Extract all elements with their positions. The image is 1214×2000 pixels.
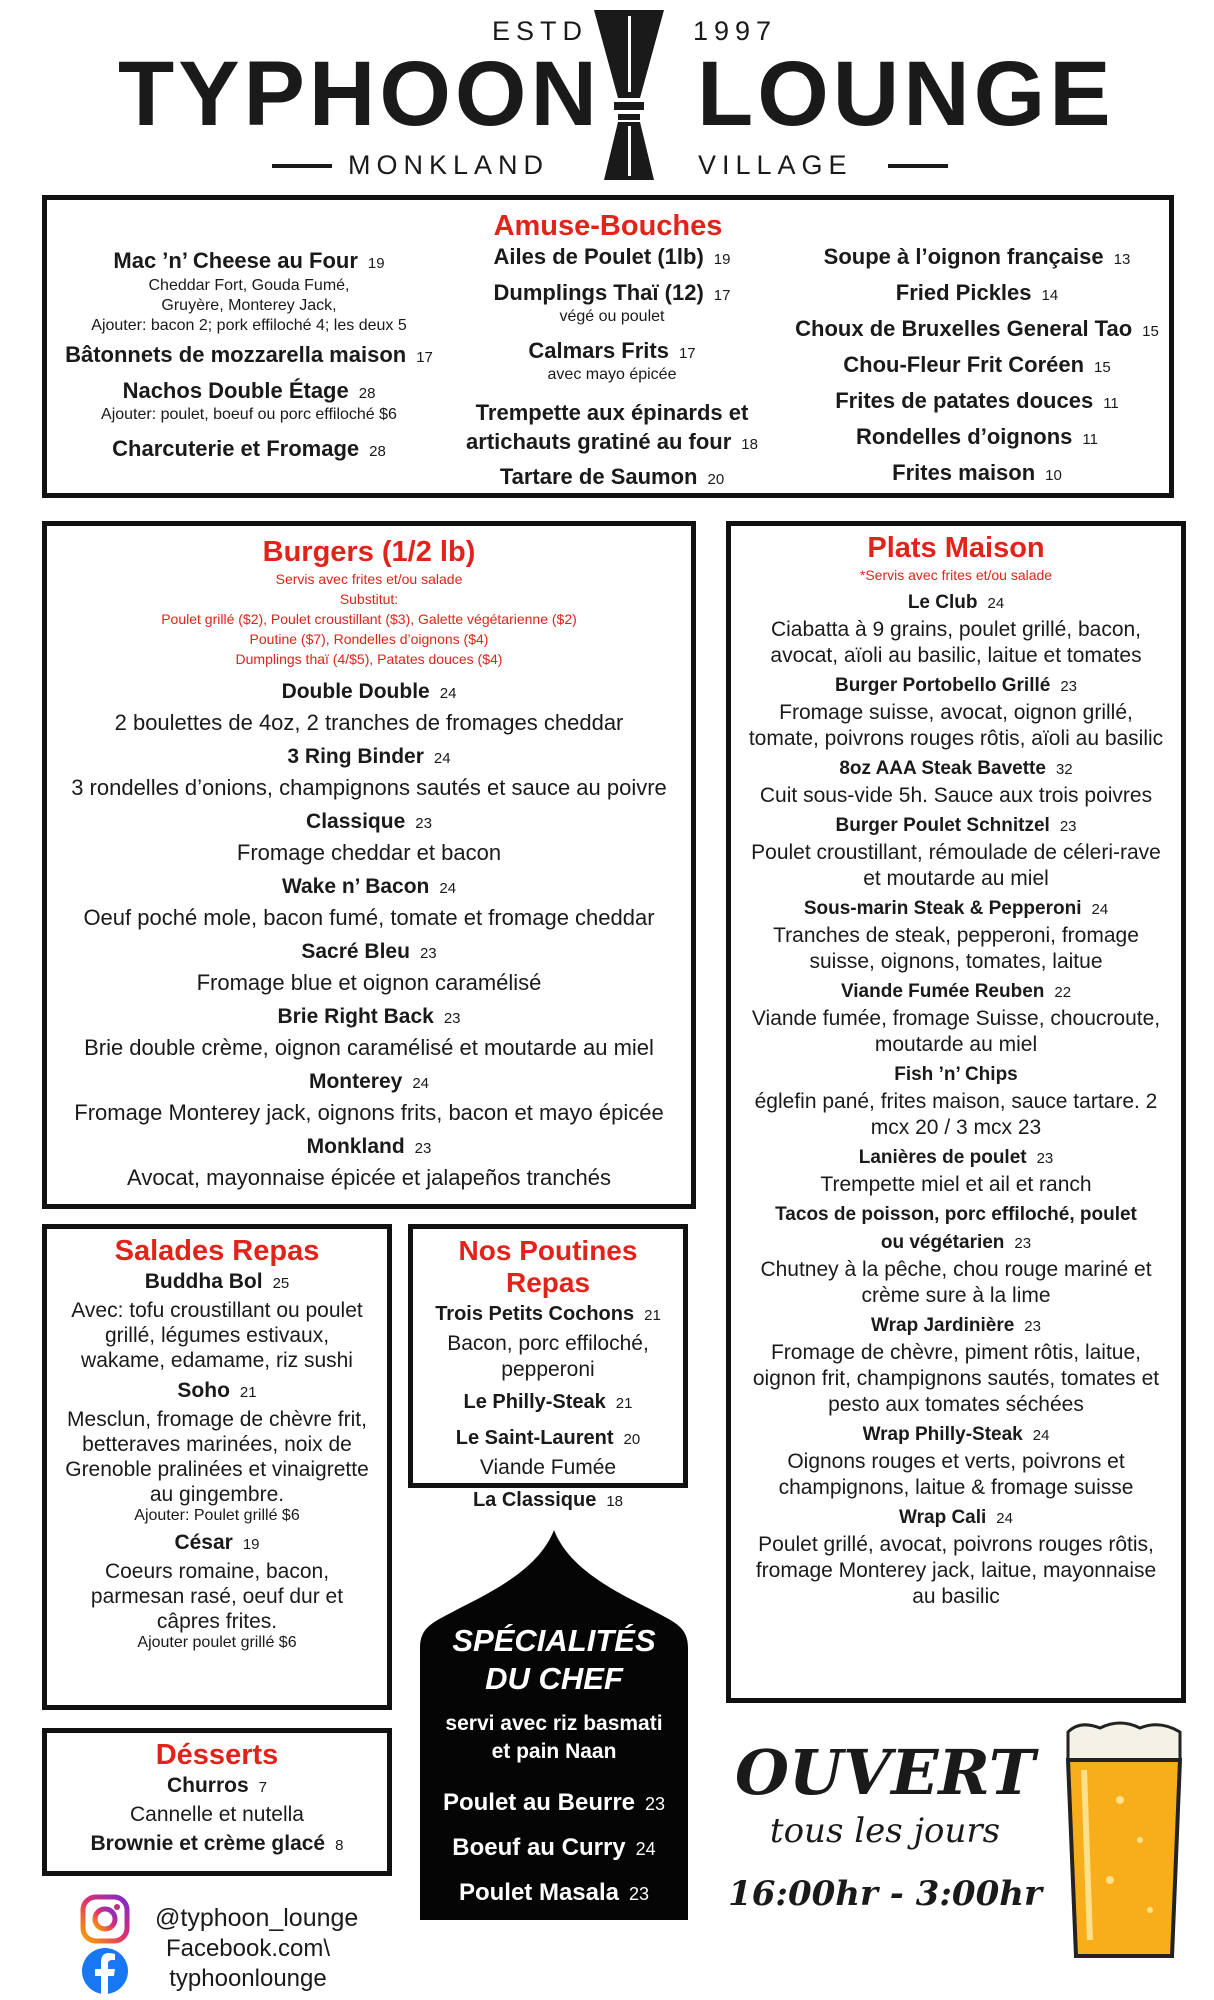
item-price: 17 (713, 287, 731, 304)
menu-item (731, 1421, 1181, 1501)
item-price: 11 (1082, 431, 1098, 448)
item-price: 23 (629, 1884, 650, 1904)
item-desc: Chutney à la pêche, chou rouge mariné et crème sure à la lime (760, 1258, 1152, 1307)
item-price: 8 (335, 1837, 344, 1854)
item-name: Wrap Philly-Steak (862, 1424, 1023, 1445)
item-price: 15 (1142, 323, 1159, 340)
item-desc: Oeuf poché mole, bacon fumé, tomate et fromage cheddar (83, 905, 655, 930)
menu-item (420, 1827, 688, 1872)
menu-item (59, 378, 439, 436)
item-price: 23 (1024, 1318, 1041, 1335)
item-name: 8oz AAA Steak Bavette (839, 758, 1046, 779)
logo-sub-left: MONKLAND (348, 150, 550, 180)
item-price: 24 (412, 1075, 430, 1092)
item-desc: églefin pané, frites maison, sauce tartare. 2 mcx 20 / 3 mcx 23 (754, 1090, 1158, 1139)
menu-item (47, 1132, 691, 1192)
hours-time: 16:00hr - 3:00hr (728, 1874, 1042, 1914)
menu-item (47, 1529, 387, 1652)
poutines-title: Nos Poutines Repas (458, 1235, 638, 1298)
hours-days: tous les jours (769, 1811, 1001, 1851)
poutines-section (408, 1224, 688, 1511)
chef-title: DU CHEF (485, 1661, 623, 1696)
menu-item (787, 352, 1167, 388)
item-price: 23 (414, 1140, 432, 1157)
menu-item (442, 338, 782, 398)
item-name: Trempette aux épinards et artichauts gratiné au four (466, 400, 749, 454)
item-desc: Coeurs romaine, bacon, parmesan rasé, oeuf dur et câpres frites. (90, 1560, 344, 1633)
menu-item (47, 742, 691, 802)
item-desc: Viande fumée, fromage Suisse, choucroute, moutarde au miel (751, 1007, 1161, 1056)
burgers-note: Servis avec frites et/ou salade (275, 571, 463, 587)
item-name: Chou-Fleur Frit Coréen (843, 352, 1085, 377)
item-price: 19 (242, 1536, 260, 1553)
plats-title: Plats Maison (867, 532, 1045, 564)
menu-item (47, 1377, 387, 1525)
item-sub: Ajouter: Poulet grillé $6 (134, 1507, 300, 1524)
menu-item (47, 677, 691, 737)
item-name: Choux de Bruxelles General Tao (795, 316, 1133, 341)
item-name: Burger Poulet Schnitzel (835, 815, 1050, 836)
item-price: 24 (635, 1839, 656, 1859)
menu-item (47, 1830, 387, 1860)
item-price: 18 (606, 1493, 624, 1510)
logo-line-left (272, 164, 332, 168)
item-sub: Ajouter: poulet, boeuf ou porc effiloché $6 (101, 406, 397, 423)
menu-item (413, 1423, 683, 1481)
chef-sub: servi avec riz basmati et pain Naan (445, 1712, 663, 1763)
logo-word-right: LOUNGE (697, 43, 1115, 145)
item-price: 17 (678, 345, 696, 362)
menu-item (731, 812, 1181, 892)
menu-item (413, 1485, 683, 1517)
item-name: Tartare de Saumon (499, 464, 698, 489)
item-name: Brownie et crème glacé (90, 1832, 326, 1855)
facebook-handle[interactable]: Facebook.com\ typhoonlounge (165, 1935, 331, 1992)
menu-item (787, 388, 1167, 424)
item-name: Poulet au Beurre (442, 1789, 635, 1816)
item-name: Boeuf au Curry (452, 1834, 626, 1861)
menu-item (731, 978, 1181, 1058)
logo-sub-right: VILLAGE (698, 150, 853, 180)
chef-title: SPÉCIALITÉS (452, 1623, 656, 1658)
item-price: 25 (272, 1275, 290, 1292)
item-price: 24 (439, 685, 457, 702)
desserts-section (42, 1728, 392, 1876)
item-name: Fish ’n’ Chips (894, 1064, 1018, 1085)
menu-item (442, 244, 782, 280)
facebook-icon (80, 1946, 130, 1996)
item-name: Double Double (281, 680, 430, 703)
menu-item (442, 280, 782, 338)
menu-item (731, 895, 1181, 975)
item-name: La Classique (472, 1489, 597, 1511)
item-price: 23 (1014, 1235, 1032, 1252)
item-name: César (174, 1531, 233, 1554)
item-desc: Cuit sous-vide 5h. Sauce aux trois poivres (759, 784, 1153, 807)
cocktail-shaker-icon (592, 6, 666, 182)
menu-item (47, 1002, 691, 1062)
instagram-icon (80, 1894, 130, 1944)
item-name: Ailes de Poulet (1lb) (493, 244, 704, 269)
item-name: Monterey (308, 1070, 403, 1093)
item-name: Frites maison (892, 460, 1036, 485)
item-desc: Poulet grillé, avocat, poivrons rouges rôtis, fromage Monterey jack, laitue, mayonnaise au basilic (755, 1533, 1157, 1608)
item-price: 19 (713, 251, 731, 268)
menu-item (731, 589, 1181, 669)
menu-item (731, 672, 1181, 752)
amuse-col-3 (787, 244, 1167, 496)
item-name: Trois Petits Cochons (435, 1303, 635, 1325)
item-name: Burger Portobello Grillé (834, 675, 1051, 696)
item-name: Tacos de poisson, porc effiloché, poulet ou végétarien (775, 1204, 1137, 1253)
item-desc: Fromage blue et oignon caramélisé (196, 970, 542, 995)
item-name: Bâtonnets de mozzarella maison (65, 342, 407, 367)
item-desc: Bacon, porc effiloché, pepperoni (447, 1332, 649, 1381)
item-name: Buddha Bol (144, 1270, 263, 1293)
logo-year: 1997 (693, 16, 778, 46)
menu-item (47, 937, 691, 997)
menu-item (47, 1067, 691, 1127)
instagram-handle[interactable]: @typhoon_lounge (155, 1904, 359, 1932)
item-name: Churros (166, 1774, 249, 1797)
item-price: 20 (623, 1431, 641, 1448)
item-price: 15 (1094, 359, 1111, 376)
menu-item (787, 460, 1167, 496)
plats-section (726, 521, 1186, 1703)
menu-item (59, 436, 439, 466)
burgers-note: Substitut: (339, 591, 399, 607)
item-desc: Mesclun, fromage de chèvre frit, betteraves marinées, noix de Grenoble pralinées et vinaigrette au gingembre. (65, 1408, 369, 1506)
item-sub: avec mayo épicée (547, 366, 677, 383)
burgers-title: Burgers (1/2 lb) (262, 536, 476, 568)
logo-estd: ESTD (492, 16, 589, 46)
item-name: Brie Right Back (277, 1005, 434, 1028)
item-price: 21 (644, 1307, 661, 1324)
menu-item (442, 464, 782, 494)
item-desc: Avocat, mayonnaise épicée et jalapeños tranchés (127, 1165, 611, 1190)
item-name: Wrap Cali (899, 1507, 987, 1528)
item-price: 24 (433, 750, 451, 767)
item-name: Wrap Jardinière (871, 1315, 1015, 1336)
item-name: Lanières de poulet (858, 1147, 1027, 1168)
beer-glass-icon (1060, 1720, 1188, 1970)
item-price: 22 (1054, 984, 1072, 1001)
item-desc: 2 boulettes de 4oz, 2 tranches de fromages cheddar (114, 710, 624, 735)
item-sub: Cheddar Fort, Gouda Fumé, Gruyère, Monterey Jack, Ajouter: bacon 2; pork effiloché 4; les deux 5 (91, 277, 407, 334)
item-name: Charcuterie et Fromage (112, 436, 360, 461)
item-price: 23 (415, 815, 432, 832)
menu-item (787, 280, 1167, 316)
item-name: Monkland (306, 1135, 405, 1158)
menu-item (47, 1772, 387, 1828)
item-name: Le Saint-Laurent (455, 1427, 614, 1449)
item-price: 28 (358, 385, 376, 402)
menu-item (442, 398, 782, 464)
hours-block (720, 1738, 1050, 1914)
item-desc: Viande Fumée (479, 1456, 617, 1479)
item-price: 18 (741, 436, 758, 453)
plats-note: *Servis avec frites et/ou salade (859, 567, 1053, 583)
menu-item (731, 1144, 1181, 1198)
item-desc: Ciabatta à 9 grains, poulet grillé, bacon, avocat, aïoli au basilic, laitue et tomates (770, 618, 1142, 667)
menu-item (731, 1061, 1181, 1141)
salades-title: Salades Repas (114, 1235, 320, 1267)
item-price: 19 (367, 255, 385, 272)
menu-item (787, 244, 1167, 280)
item-desc: Avec: tofu croustillant ou poulet grillé, légumes estivaux, wakame, edamame, riz sushi (71, 1299, 363, 1372)
item-name: Soho (177, 1379, 230, 1402)
burgers-note: Dumplings thaï (4/$5), Patates douces ($4) (235, 651, 503, 667)
item-price: 11 (1103, 395, 1119, 412)
chef-specials (420, 1622, 688, 1917)
item-name: Wake n’ Bacon (281, 875, 430, 898)
menu-item (731, 1312, 1181, 1418)
item-price: 24 (439, 880, 457, 897)
item-name: Sacré Bleu (301, 940, 410, 963)
item-price: 7 (258, 1779, 268, 1796)
logo-line-right (888, 164, 948, 168)
item-price: 21 (615, 1395, 633, 1412)
burgers-section (42, 521, 696, 1209)
logo-word-left: TYPHOON (118, 43, 601, 145)
menu-item (787, 316, 1167, 352)
menu-item (731, 755, 1181, 809)
menu-item (59, 248, 439, 342)
item-price: 24 (1091, 901, 1109, 918)
item-price: 23 (645, 1794, 666, 1814)
item-desc: Fromage Monterey jack, oignons frits, bacon et mayo épicée (74, 1100, 664, 1125)
item-name: Rondelles d’oignons (856, 424, 1073, 449)
item-name: Dumplings Thaï (12) (493, 280, 704, 305)
item-price: 24 (987, 595, 1005, 612)
item-price: 24 (996, 1510, 1013, 1527)
menu-item (47, 1268, 387, 1373)
hours-open: OUVERT (734, 1736, 1035, 1809)
menu-item (731, 1504, 1181, 1610)
item-price: 23 (1060, 678, 1078, 695)
item-price: 13 (1113, 251, 1131, 268)
item-name: Classique (306, 810, 406, 833)
menu-item (47, 807, 691, 867)
item-name: Sous-marin Steak & Pepperoni (803, 898, 1082, 919)
item-price: 23 (419, 945, 437, 962)
item-desc: 3 rondelles d’onions, champignons sautés et sauce au poivre (71, 775, 667, 800)
item-name: Soupe à l’oignon française (823, 244, 1104, 269)
item-name: Viande Fumée Reuben (840, 981, 1045, 1002)
item-name: 3 Ring Binder (287, 745, 424, 768)
item-name: Calmars Frits (528, 338, 669, 363)
menu-item (420, 1872, 688, 1917)
menu-item (731, 1201, 1181, 1309)
menu-item (420, 1782, 688, 1827)
burgers-note: Poutine ($7), Rondelles d’oignons ($4) (249, 631, 489, 647)
item-name: Fried Pickles (895, 280, 1032, 305)
menu-item (59, 342, 439, 378)
menu-item (787, 424, 1167, 460)
amuse-col-1 (59, 248, 439, 466)
item-desc: Fromage suisse, avocat, oignon grillé, tomate, poivrons rouges rôtis, aïoli au basilic (748, 701, 1164, 750)
item-price: 28 (369, 443, 386, 460)
salades-section (42, 1224, 392, 1710)
amuse-title: Amuse-Bouches (493, 210, 723, 242)
item-price: 32 (1055, 761, 1073, 778)
item-name: Le Philly-Steak (463, 1391, 606, 1413)
item-desc: Cannelle et nutella (130, 1803, 304, 1826)
item-name: Nachos Double Étage (122, 378, 349, 403)
item-desc: Poulet croustillant, rémoulade de céleri-rave et moutarde au miel (751, 841, 1161, 890)
item-desc: Tranches de steak, pepperoni, fromage suisse, oignons, tomates, laitue (773, 924, 1139, 973)
menu-item (47, 872, 691, 932)
menu-item (413, 1299, 683, 1383)
item-price: 17 (416, 349, 433, 366)
menu-item (413, 1387, 683, 1419)
item-desc: Oignons rouges et verts, poivrons et champignons, laitue & fromage suisse (778, 1450, 1134, 1499)
item-price: 14 (1041, 287, 1059, 304)
item-name: Le Club (907, 592, 978, 613)
item-price: 10 (1045, 467, 1062, 484)
item-price: 21 (239, 1384, 257, 1401)
item-name: Mac ’n’ Cheese au Four (113, 248, 358, 273)
item-sub: végé ou poulet (559, 308, 665, 325)
item-name: Frites de patates douces (835, 388, 1094, 413)
item-name: Poulet Masala (458, 1879, 620, 1906)
item-price: 24 (1032, 1427, 1050, 1444)
item-price: 23 (443, 1010, 461, 1027)
item-desc: Trempette miel et ail et ranch (820, 1173, 1092, 1196)
item-price: 23 (1059, 818, 1077, 835)
amuse-section (42, 195, 1174, 498)
item-price: 20 (707, 471, 725, 488)
burgers-note: Poulet grillé ($2), Poulet croustillant ($3), Galette végétarienne ($2) (161, 611, 577, 627)
item-sub: Ajouter poulet grillé $6 (137, 1634, 297, 1651)
item-desc: Fromage de chèvre, piment rôtis, laitue, oignon frit, champignons sautés, tomates et pesto aux tomates séchées (752, 1341, 1160, 1416)
item-price: 23 (1036, 1150, 1054, 1167)
item-desc: Fromage cheddar et bacon (236, 840, 502, 865)
amuse-col-2 (442, 244, 782, 494)
desserts-title: Désserts (155, 1739, 279, 1771)
item-desc: Brie double crème, oignon caramélisé et moutarde au miel (84, 1035, 654, 1060)
